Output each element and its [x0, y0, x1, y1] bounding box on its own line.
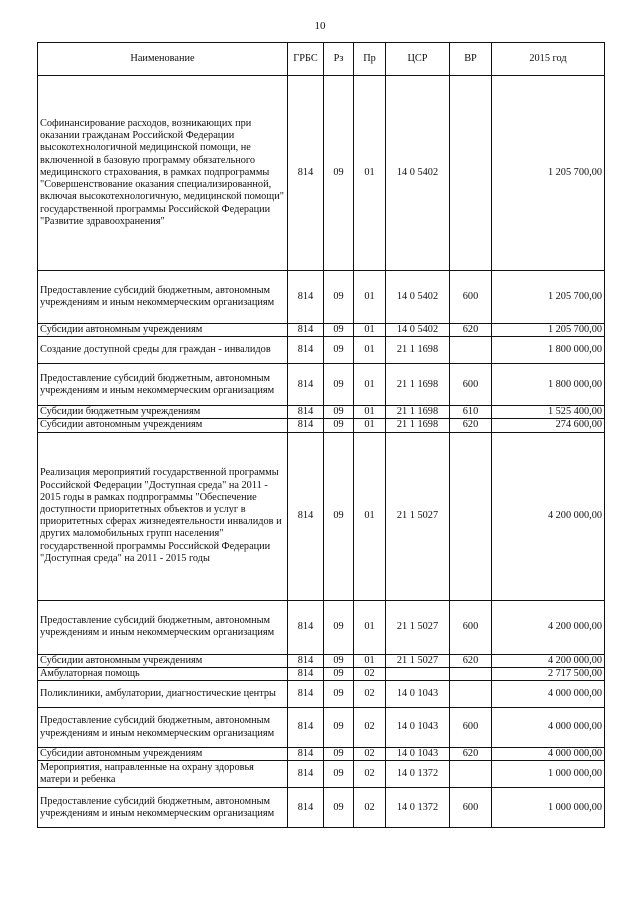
- cell-grbs: 814: [288, 364, 324, 406]
- cell-rz: 09: [324, 337, 354, 364]
- cell-rz: 09: [324, 271, 354, 324]
- cell-name: Субсидии автономным учреждениям: [38, 748, 288, 761]
- cell-rz: 09: [324, 419, 354, 432]
- cell-vr: 610: [450, 406, 492, 419]
- table-row: [38, 406, 605, 419]
- cell-name: Амбулаторная помощь: [38, 667, 288, 680]
- cell-csr: 14 0 5402: [386, 271, 450, 324]
- cell-name: Реализация мероприятий государственной программы Российской Федерации "Доступная среда" на 2011 - 2015 годы в рамках подпрограммы "Обеспечение доступности приоритетных объектов и услуг в приоритетных сферах жизнедеятельности инвалидов и других маломобильных групп населения" государственной программы Российской Федерации "Доступная среда" на 2011 - 2015 годы: [38, 432, 288, 600]
- cell-csr: 14 0 1372: [386, 761, 450, 788]
- cell-grbs: 814: [288, 76, 324, 271]
- cell-amount: 1 800 000,00: [492, 337, 605, 364]
- cell-vr: 600: [450, 708, 492, 748]
- cell-rz: 09: [324, 654, 354, 667]
- cell-rz: 09: [324, 708, 354, 748]
- cell-vr: 600: [450, 271, 492, 324]
- cell-pr: 01: [354, 432, 386, 600]
- cell-rz: 09: [324, 406, 354, 419]
- cell-pr: 01: [354, 419, 386, 432]
- cell-amount: 1 000 000,00: [492, 788, 605, 828]
- cell-name: Субсидии автономным учреждениям: [38, 654, 288, 667]
- cell-rz: 09: [324, 788, 354, 828]
- cell-csr: 21 1 5027: [386, 600, 450, 654]
- table-row: [38, 788, 605, 828]
- cell-pr: 02: [354, 708, 386, 748]
- cell-csr: 21 1 1698: [386, 337, 450, 364]
- cell-vr: 600: [450, 364, 492, 406]
- header-pr: Пр: [354, 43, 386, 76]
- cell-pr: 02: [354, 748, 386, 761]
- cell-csr: 21 1 1698: [386, 419, 450, 432]
- cell-grbs: 814: [288, 337, 324, 364]
- table-row: [38, 337, 605, 364]
- cell-csr: 21 1 5027: [386, 654, 450, 667]
- cell-grbs: 814: [288, 708, 324, 748]
- cell-pr: 01: [354, 654, 386, 667]
- table-row: [38, 364, 605, 406]
- cell-name: Создание доступной среды для граждан - инвалидов: [38, 337, 288, 364]
- cell-vr: [450, 681, 492, 708]
- cell-vr: 600: [450, 600, 492, 654]
- cell-csr: 14 0 1043: [386, 681, 450, 708]
- cell-csr: 14 0 5402: [386, 324, 450, 337]
- cell-rz: 09: [324, 761, 354, 788]
- cell-grbs: 814: [288, 419, 324, 432]
- cell-vr: [450, 337, 492, 364]
- cell-amount: 4 200 000,00: [492, 654, 605, 667]
- cell-name: Поликлиники, амбулатории, диагностические центры: [38, 681, 288, 708]
- cell-rz: 09: [324, 667, 354, 680]
- cell-name: Предоставление субсидий бюджетным, автономным учреждениям и иным некоммерческим организациям: [38, 600, 288, 654]
- cell-amount: 4 200 000,00: [492, 600, 605, 654]
- cell-csr: [386, 667, 450, 680]
- header-year: 2015 год: [492, 43, 605, 76]
- header-vr: ВР: [450, 43, 492, 76]
- cell-pr: 01: [354, 364, 386, 406]
- cell-pr: 01: [354, 600, 386, 654]
- table-row: [38, 667, 605, 680]
- table-row: [38, 76, 605, 271]
- table-row: [38, 761, 605, 788]
- table-row: [38, 748, 605, 761]
- cell-pr: 01: [354, 337, 386, 364]
- cell-csr: 21 1 5027: [386, 432, 450, 600]
- table-row: [38, 271, 605, 324]
- cell-pr: 02: [354, 681, 386, 708]
- cell-csr: 14 0 5402: [386, 76, 450, 271]
- cell-grbs: 814: [288, 761, 324, 788]
- cell-pr: 02: [354, 761, 386, 788]
- cell-amount: 4 000 000,00: [492, 708, 605, 748]
- table-row: [38, 708, 605, 748]
- cell-vr: [450, 76, 492, 271]
- cell-grbs: 814: [288, 324, 324, 337]
- cell-amount: 1 205 700,00: [492, 271, 605, 324]
- cell-name: Субсидии бюджетным учреждениям: [38, 406, 288, 419]
- cell-amount: 2 717 500,00: [492, 667, 605, 680]
- cell-amount: 1 205 700,00: [492, 324, 605, 337]
- cell-amount: 1 800 000,00: [492, 364, 605, 406]
- cell-pr: 01: [354, 324, 386, 337]
- cell-vr: 600: [450, 788, 492, 828]
- cell-grbs: 814: [288, 748, 324, 761]
- table-row: [38, 654, 605, 667]
- table-body: [38, 76, 605, 828]
- table-row: [38, 324, 605, 337]
- header-csr: ЦСР: [386, 43, 450, 76]
- cell-name: Предоставление субсидий бюджетным, автономным учреждениям и иным некоммерческим организациям: [38, 364, 288, 406]
- cell-amount: 4 000 000,00: [492, 748, 605, 761]
- cell-grbs: 814: [288, 406, 324, 419]
- cell-csr: 14 0 1372: [386, 788, 450, 828]
- cell-vr: [450, 761, 492, 788]
- cell-amount: 1 205 700,00: [492, 76, 605, 271]
- cell-pr: 01: [354, 76, 386, 271]
- cell-vr: [450, 667, 492, 680]
- cell-csr: 21 1 1698: [386, 406, 450, 419]
- cell-grbs: 814: [288, 667, 324, 680]
- cell-amount: 4 200 000,00: [492, 432, 605, 600]
- cell-vr: 620: [450, 654, 492, 667]
- table-row: [38, 432, 605, 600]
- cell-rz: 09: [324, 364, 354, 406]
- cell-name: Предоставление субсидий бюджетным, автономным учреждениям и иным некоммерческим организациям: [38, 708, 288, 748]
- cell-grbs: 814: [288, 681, 324, 708]
- cell-pr: 02: [354, 788, 386, 828]
- page-number: 10: [314, 20, 326, 32]
- budget-table: [37, 42, 605, 828]
- cell-pr: 02: [354, 667, 386, 680]
- cell-grbs: 814: [288, 600, 324, 654]
- cell-vr: [450, 432, 492, 600]
- cell-amount: 1 525 400,00: [492, 406, 605, 419]
- table-row: [38, 681, 605, 708]
- cell-amount: 4 000 000,00: [492, 681, 605, 708]
- cell-csr: 21 1 1698: [386, 364, 450, 406]
- cell-name: Предоставление субсидий бюджетным, автономным учреждениям и иным некоммерческим организациям: [38, 788, 288, 828]
- table-row: [38, 419, 605, 432]
- cell-amount: 274 600,00: [492, 419, 605, 432]
- cell-name: Субсидии автономным учреждениям: [38, 324, 288, 337]
- table-row: [38, 600, 605, 654]
- cell-amount: 1 000 000,00: [492, 761, 605, 788]
- cell-name: Предоставление субсидий бюджетным, автономным учреждениям и иным некоммерческим организациям: [38, 271, 288, 324]
- cell-grbs: 814: [288, 654, 324, 667]
- cell-grbs: 814: [288, 432, 324, 600]
- cell-rz: 09: [324, 324, 354, 337]
- cell-rz: 09: [324, 76, 354, 271]
- header-name: Наименование: [38, 43, 288, 76]
- cell-rz: 09: [324, 600, 354, 654]
- cell-pr: 01: [354, 406, 386, 419]
- table-header-row: [38, 43, 605, 76]
- cell-vr: 620: [450, 419, 492, 432]
- cell-vr: 620: [450, 748, 492, 761]
- cell-rz: 09: [324, 748, 354, 761]
- cell-grbs: 814: [288, 271, 324, 324]
- cell-vr: 620: [450, 324, 492, 337]
- cell-name: Субсидии автономным учреждениям: [38, 419, 288, 432]
- header-grbs: ГРБС: [288, 43, 324, 76]
- cell-name: Софинансирование расходов, возникающих при оказании гражданам Российской Федерации высокотехнологичной медицинской помощи, не включенной в базовую программу обязательного медицинского страхования, в рамках подпрограммы "Совершенствование оказания специализированной, включая высокотехнологичную, медицинской помощи" государственной программы Российской Федерации "Развитие здравоохранения": [38, 76, 288, 271]
- cell-name: Мероприятия, направленные на охрану здоровья матери и ребенка: [38, 761, 288, 788]
- cell-csr: 14 0 1043: [386, 708, 450, 748]
- header-rz: Рз: [324, 43, 354, 76]
- cell-rz: 09: [324, 681, 354, 708]
- cell-rz: 09: [324, 432, 354, 600]
- cell-pr: 01: [354, 271, 386, 324]
- cell-grbs: 814: [288, 788, 324, 828]
- cell-csr: 14 0 1043: [386, 748, 450, 761]
